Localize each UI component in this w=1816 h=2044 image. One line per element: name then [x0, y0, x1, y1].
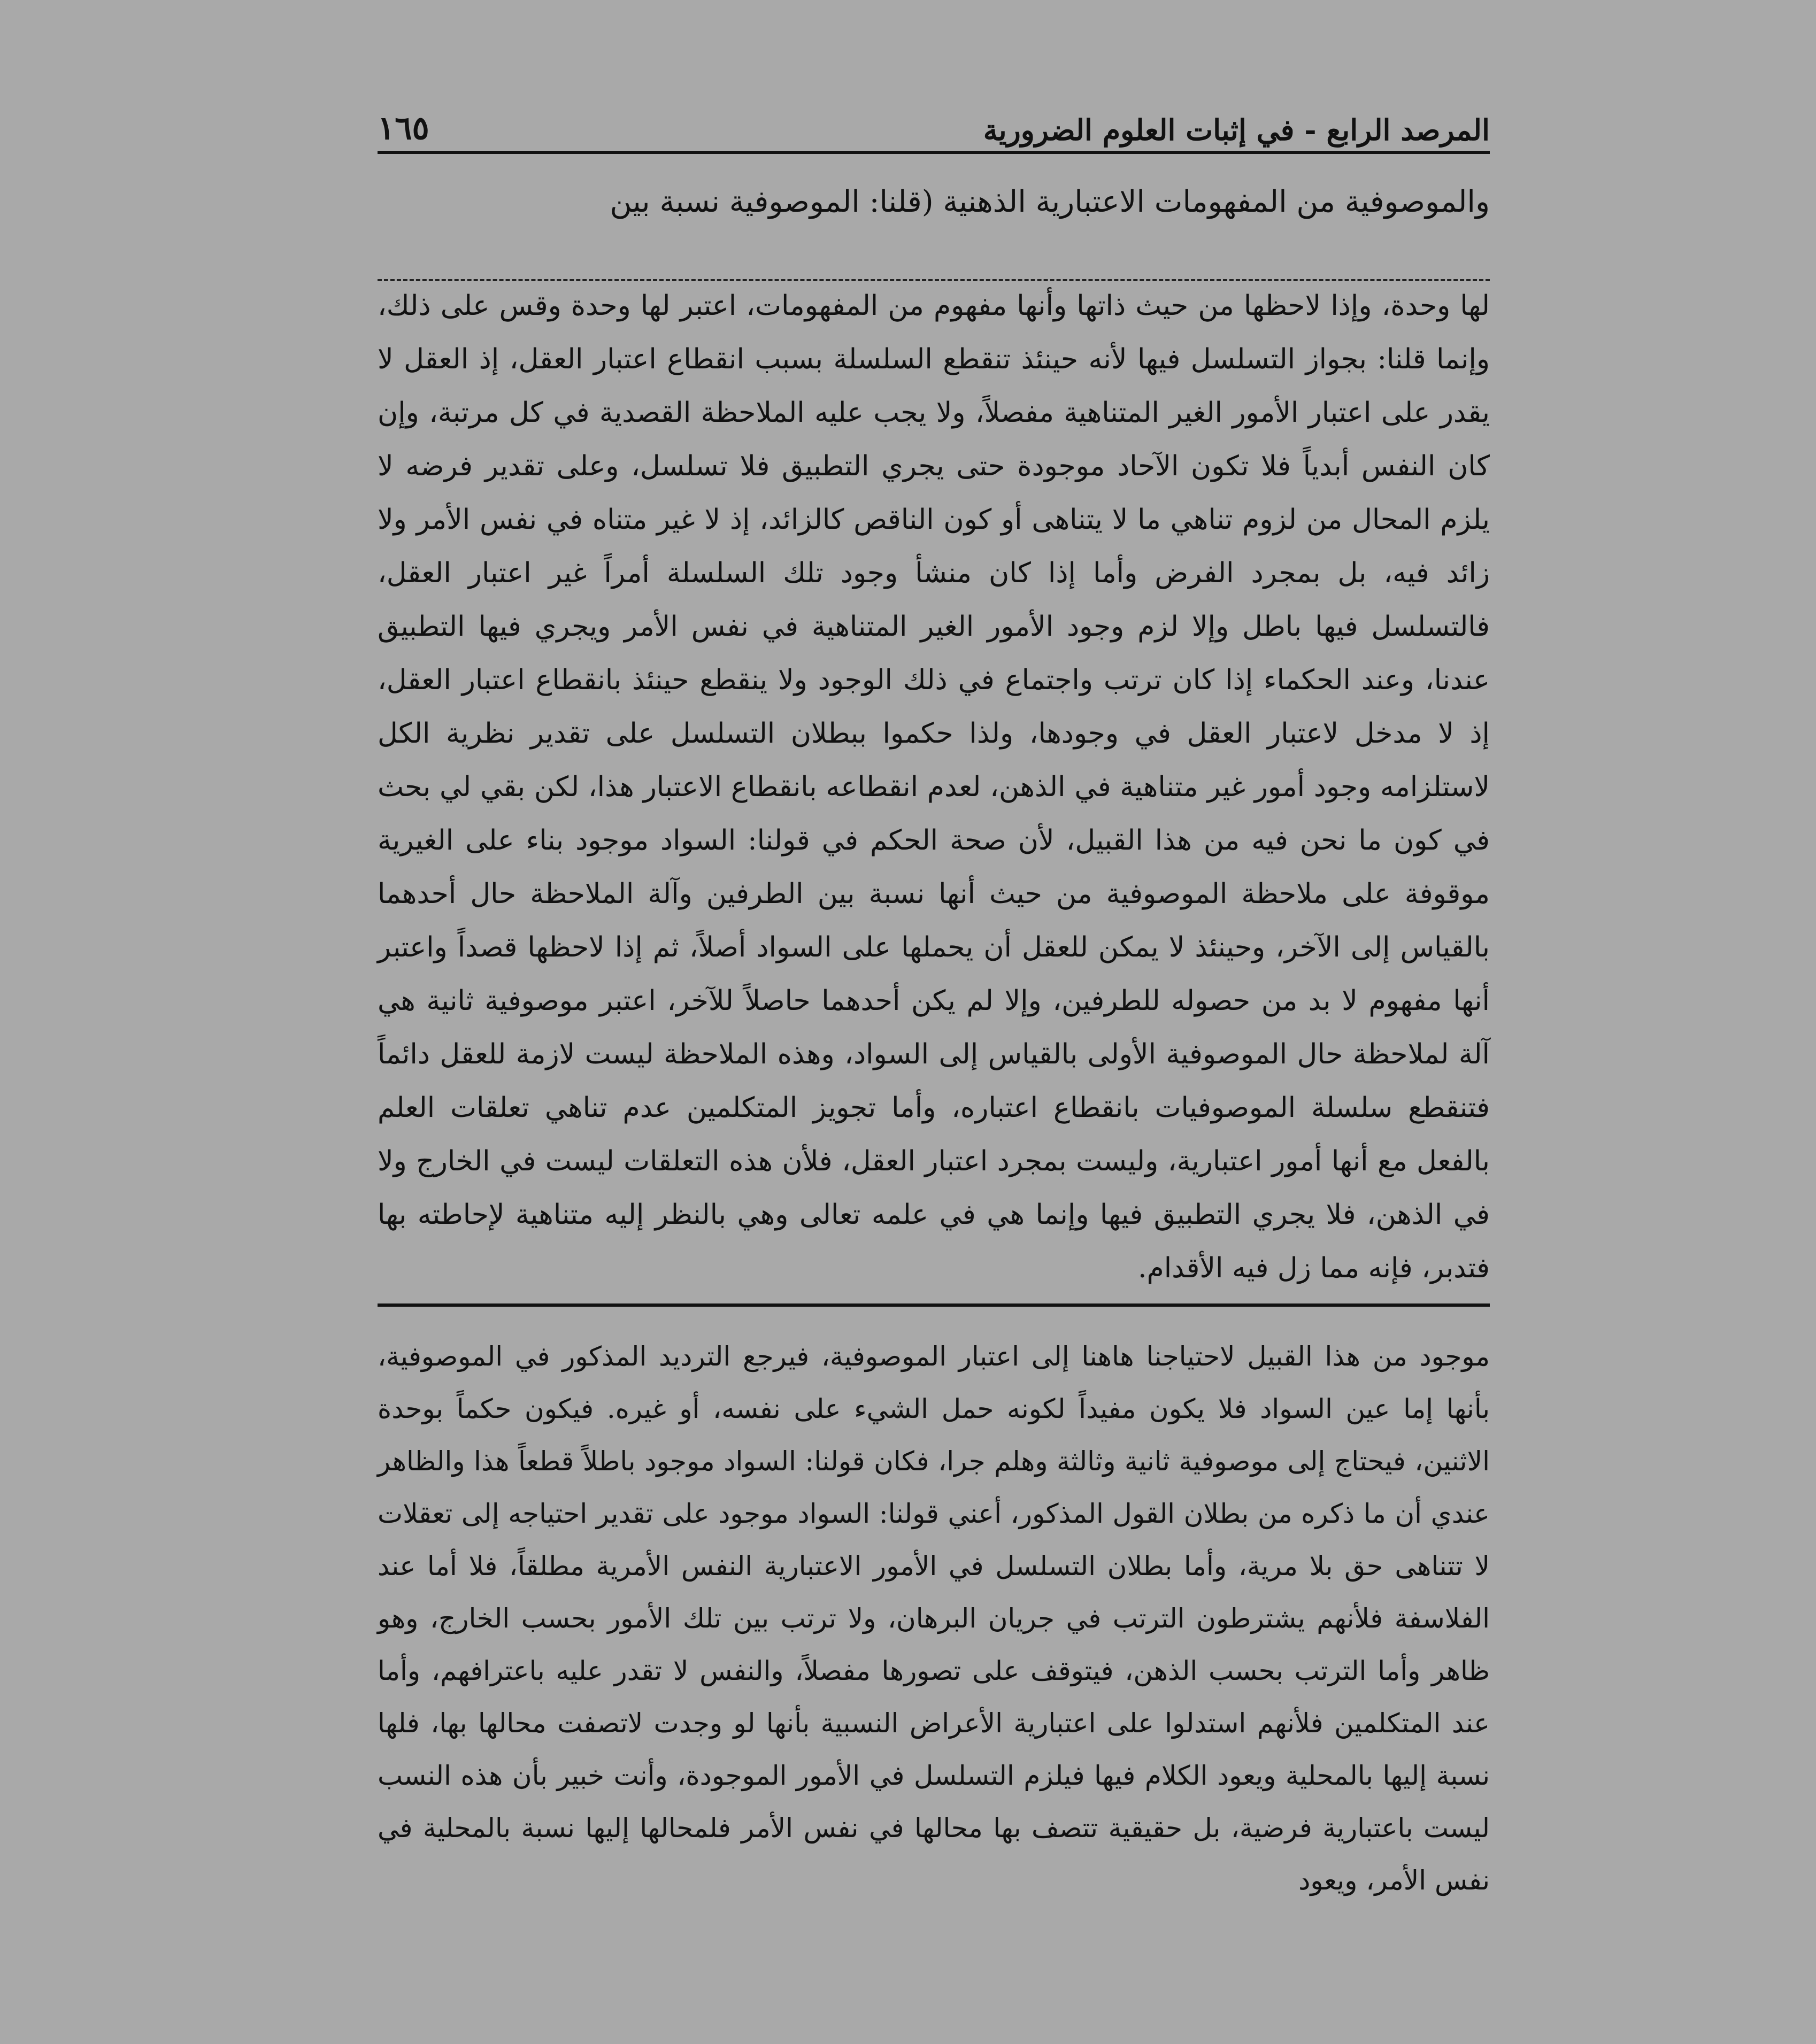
chapter-title: المرصد الرابع - في إثبات العلوم الضرورية [983, 113, 1490, 147]
main-text-paragraph: لها وحدة، وإذا لاحظها من حيث ذاتها وأنها مفهوم من المفهومات، اعتبر لها وحدة وقس على ذلك، وإنما قلنا: بجواز التسلسل فيها لأنه حينئذ تنقطع السلسلة بسبب انقطاع اعتبار العقل، إذ العقل لا يقدر على اعتبار الأمور الغير المتناهية مفصلاً، ولا يجب عليه الملاحظة القصدية في كل مرتبة، وإن كان النفس أبدياً فلا تكون الآحاد موجودة حتى يجري التطبيق فلا تسلسل، وعلى تقدير فرضه لا يلزم المحال من لزوم تناهي ما لا يتناهى أو كون الناقص كالزائد، إذ لا غير متناه في نفس الأمر ولا زائد فيه، بل بمجرد الفرض وأما إذا كان منشأ وجود تلك السلسلة أمراً غير اعتبار العقل، فالتسلسل فيها باطل وإلا لزم وجود الأمور الغير المتناهية في نفس الأمر ويجري فيها التطبيق عندنا، وعند الحكماء إذا كان ترتب واجتماع في ذلك الوجود ولا ينقطع حينئذ بانقطاع اعتبار العقل، إذ لا مدخل لاعتبار العقل في وجودها، ولذا حكموا ببطلان التسلسل على تقدير نظرية الكل لاستلزامه وجود أمور غير متناهية في الذهن، لعدم انقطاعه بانقطاع الاعتبار هذا، لكن بقي لي بحث في كون ما نحن فيه من هذا القبيل، لأن صحة الحكم في قولنا: السواد موجود بناء على الغيرية موقوفة على ملاحظة الموصوفية من حيث أنها نسبة بين الطرفين وآلة الملاحظة حال أحدهما بالقياس إلى الآخر، وحينئذ لا يمكن للعقل أن يحملها على السواد أصلاً، ثم إذا لاحظها قصداً واعتبر أنها مفهوم لا بد من حصوله للطرفين، وإلا لم يكن أحدهما حاصلاً للآخر، اعتبر موصوفية ثانية هي آلة لملاحظة حال الموصوفية الأولى بالقياس إلى السواد، وهذه الملاحظة ليست لازمة للعقل دائماً فتنقطع سلسلة الموصوفيات بانقطاع اعتباره، وأما تجويز المتكلمين عدم تناهي تعلقات العلم بالفعل مع أنها أمور اعتبارية، وليست بمجرد اعتبار العقل، فلأن هذه التعلقات ليست في الخارج ولا في الذهن، فلا يجري التطبيق فيها وإنما هي في علمه تعالى وهي بالنظر إليه متناهية لإحاطته بها فتدبر، فإنه مما زل فيه الأقدام. [378, 290, 1490, 1284]
commentary-continuation: والموصوفية من المفهومات الاعتبارية الذهنية (قلنا: الموصوفية نسبة بين [610, 184, 1490, 219]
header-rule [378, 151, 1490, 154]
footnote-paragraph: موجود من هذا القبيل لاحتياجنا هاهنا إلى اعتبار الموصوفية، فيرجع الترديد المذكور في الموصوفية، بأنها إما عين السواد فلا يكون مفيداً لكونه حمل الشيء على نفسه، أو غيره. فيكون حكماً بوحدة الاثنين، فيحتاج إلى موصوفية ثانية وثالثة وهلم جرا، فكان قولنا: السواد موجود باطلاً قطعاً هذا والظاهر عندي أن ما ذكره من بطلان القول المذكور، أعني قولنا: السواد موجود على تقدير احتياجه إلى تعقلات لا تتناهى حق بلا مرية، وأما بطلان التسلسل في الأمور الاعتبارية النفس الأمرية مطلقاً، فلا أما عند الفلاسفة فلأنهم يشترطون الترتب في جريان البرهان، ولا ترتب بين تلك الأمور بحسب الخارج، وهو ظاهر وأما الترتب بحسب الذهن، فيتوقف على تصورها مفصلاً، والنفس لا تقدر عليه باعترافهم، وأما عند المتكلمين فلأنهم استدلوا على اعتبارية الأعراض النسبية بأنها لو وجدت لاتصفت محالها بها، فلها نسبة إليها بالمحلية ويعود الكلام فيها فيلزم التسلسل في الأمور الموجودة، وأنت خبير بأن هذه النسب ليست باعتبارية فرضية، بل حقيقية تتصف بها محالها في نفس الأمر فلمحالها إليها نسبة بالمحلية في نفس الأمر، ويعود [378, 1341, 1490, 1896]
footnote-divider [378, 1303, 1490, 1307]
page-number: ١٦٥ [378, 110, 429, 147]
running-header [378, 91, 1490, 147]
book-page [378, 91, 1490, 1930]
